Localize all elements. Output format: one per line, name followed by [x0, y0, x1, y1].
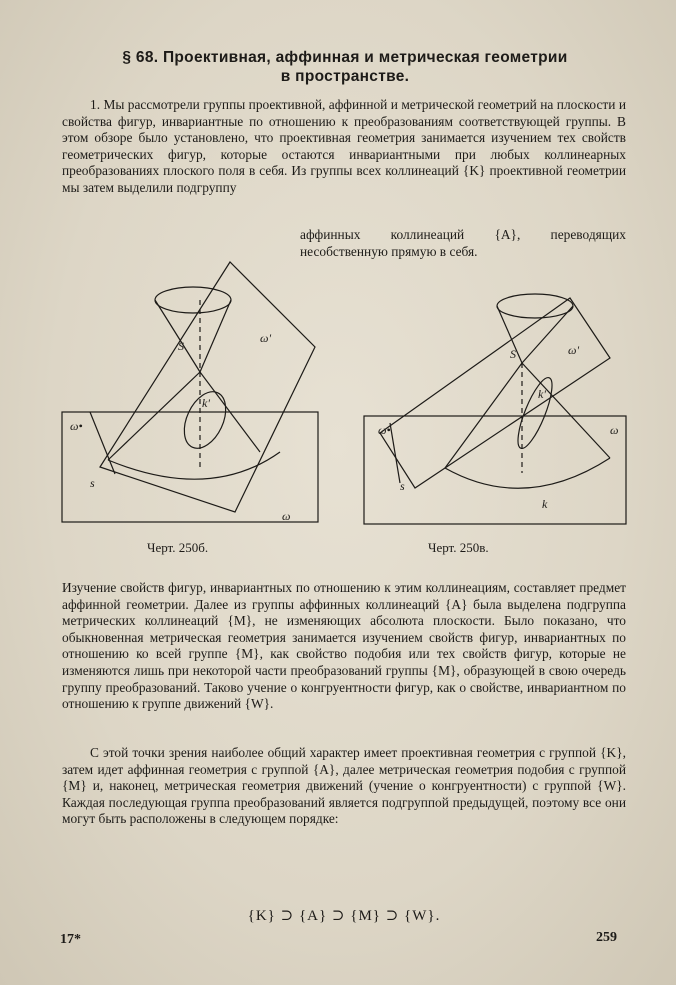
page-number: 259 [596, 930, 617, 945]
paragraph-3: С этой точки зрения наиболее общий характер имеет проективная геометрия с группой {K}, затем идет аффинная геометрия с группой {A}, далее метрическая геометрия подобия с группой {M} и, наконец, метрическая геометрия движений (учение о конгруентности) с группой {W}. Каждая последующая группа преобразований является подгруппой предыдущей, поэтому все они могут быть расположены в следующем порядке: [62, 745, 626, 827]
label-omega: ω [282, 509, 291, 523]
trace-s [90, 412, 115, 474]
paragraph-1: 1. Мы рассмотрели группы проективной, аффинной и метрической геометрий на плоскости и свойства фигур, инвариантные по отношению к преобразованиям соответствующей группы. В этом обзоре было установлено, что проективная геометрия занимается изучением тех свойств геометрических фигур, которые остаются инвариантными при любых коллинеарных преобразованиях плоского поля в себя. Из группы всех коллинеаций {K} проективной геометрии мы затем выделили подгруппу [62, 97, 626, 195]
label-omega-dot: ω• [378, 423, 391, 437]
section-heading-line1: § 68. Проективная, аффинная и метрическая геометрии [122, 49, 568, 66]
figure-250b [60, 252, 322, 528]
figure-caption-250b: Черт. 250б. [147, 540, 209, 555]
cone-generator [155, 300, 200, 372]
label-S: S [178, 339, 184, 353]
paragraph-2: Изучение свойств фигур, инвариантных по отношению к этим коллинеациям, составляет предмет аффинной геометрии. Далее из группы аффинных коллинеаций {A} была выделена подгруппа метрических коллинеаций {M}, не изменяющих абсолюта плоскости. Было показано, что обыкновенная метрическая геометрия занимается изучением свойств фигур, инвариантных по отношению ко всей группе {M}, как свойство подобия или тех свойств фигур, которые не изменяются лишь при некоторой части преобразований группы {M}, образующей в свою очередь группу преобразований. Таково учение о конгруентности фигур, как о свойстве, инвариантном по отношению к группе движений {W}. [62, 580, 626, 712]
base-curve [108, 452, 280, 479]
group-inclusion-formula: {K} ⊃ {A} ⊃ {M} ⊃ {W}. [247, 908, 441, 924]
section-k-prime [511, 374, 558, 452]
plane-omega-prime [100, 262, 315, 512]
label-k: k [542, 497, 548, 511]
cone-generator [522, 363, 610, 458]
signature-mark: 17* [60, 932, 81, 947]
label-omega: ω [610, 423, 619, 437]
trace-s [390, 423, 400, 483]
section-heading-line2: в пространстве. [280, 68, 410, 85]
upper-nappe-rim [497, 294, 573, 318]
label-k-prime: k' [202, 396, 210, 410]
cone-generator [108, 372, 200, 460]
base-curve-k [445, 458, 610, 488]
paragraph-1-tail: аффинных коллинеаций {A}, переводящих несобственную прямую в себя. [300, 227, 626, 259]
label-omega-prime: ω' [260, 331, 272, 345]
label-S: S [510, 347, 516, 361]
figure-caption-250c: Черт. 250в. [428, 540, 489, 555]
label-k-prime: k' [538, 387, 546, 401]
label-omega-prime: ω' [568, 343, 580, 357]
plane-omega-prime [380, 298, 610, 488]
figure-250c [360, 258, 630, 528]
label-omega-dot: ω• [70, 419, 83, 433]
upper-nappe-rim [155, 287, 231, 313]
label-s: s [90, 476, 95, 490]
label-s: s [400, 479, 405, 493]
